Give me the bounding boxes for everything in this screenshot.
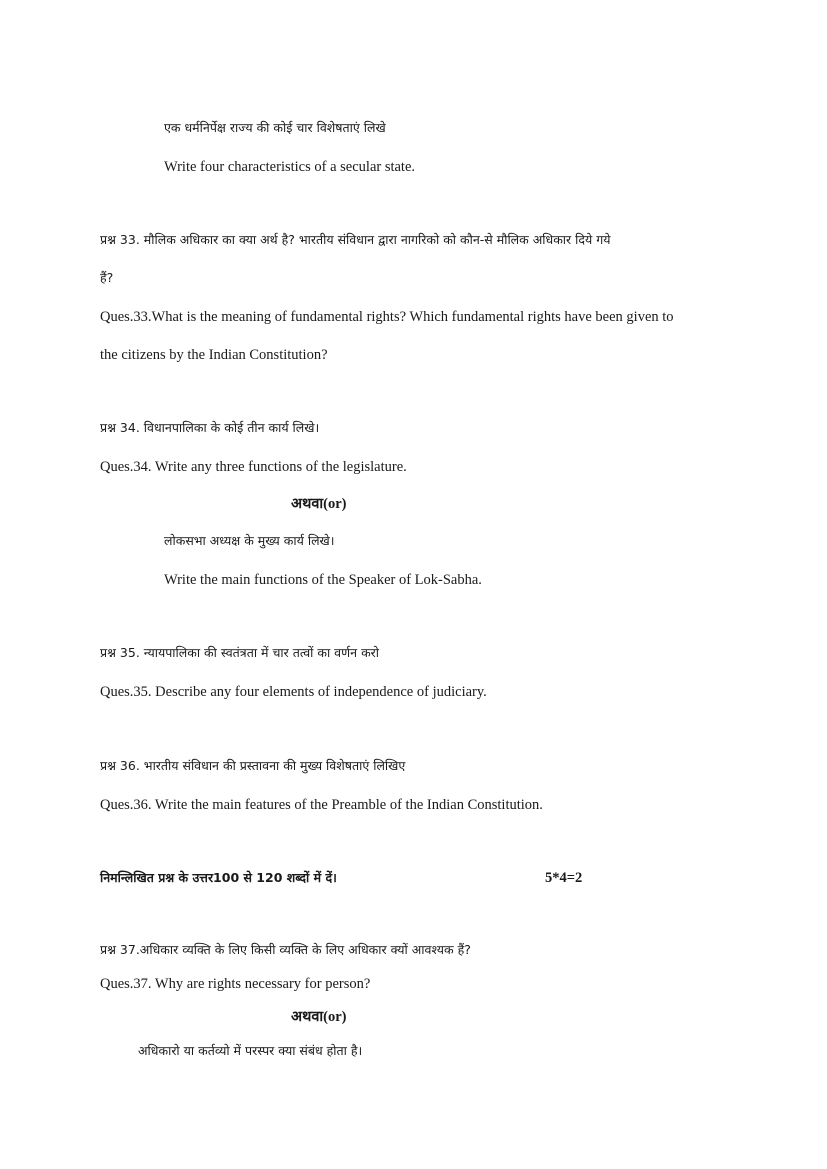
q34-or-hindi: लोकसभा अध्यक्ष के मुख्य कार्य लिखे। <box>164 533 335 548</box>
q33-english-line1: Ques.33.What is the meaning of fundamental rights? Which fundamental rights have been given to <box>100 309 674 325</box>
section-instruction: निमन्लिखित प्रश्न के उत्तर100 से 120 शब्दों में दें। <box>100 870 337 885</box>
q32-or-english: Write four characteristics of a secular state. <box>164 159 416 175</box>
q37-or-hindi: अधिकारो या कर्तव्यो में परस्पर क्या संबंध होता है। <box>138 1043 363 1058</box>
q37-or-label: अथवा(or) <box>291 1009 347 1025</box>
q34-hindi: प्रश्न 34. विधानपालिका के कोई तीन कार्य लिखे। <box>100 420 320 435</box>
q36-hindi: प्रश्न 36. भारतीय संविधान की प्रस्तावना की मुख्य विशेषताएं लिखिए <box>100 758 406 773</box>
q33-hindi-line2: हैं? <box>100 270 114 285</box>
q35-english: Ques.35. Describe any four elements of independence of judiciary. <box>100 684 487 700</box>
q33-english-line2: the citizens by the Indian Constitution? <box>100 347 328 363</box>
q34-english: Ques.34. Write any three functions of the legislature. <box>100 459 407 475</box>
q37-hindi: प्रश्न 37.अधिकार व्यक्ति के लिए किसी व्यक्ति के लिए अधिकार क्यों आवश्यक हैं? <box>100 942 471 957</box>
q37-english: Ques.37. Why are rights necessary for person? <box>100 976 371 992</box>
q32-or-hindi: एक धर्मनिर्पेक्ष राज्य की कोई चार विशेषताएं लिखे <box>164 120 386 135</box>
q35-hindi: प्रश्न 35. न्यायपालिका की स्वतंत्रता में चार तत्वों का वर्णन करो <box>100 645 380 660</box>
q36-english: Ques.36. Write the main features of the Preamble of the Indian Constitution. <box>100 797 543 813</box>
q34-or-label: अथवा(or) <box>291 496 347 512</box>
q33-hindi-line1: प्रश्न 33. मौलिक अधिकार का क्या अर्थ है? भारतीय संविधान द्वारा नागरिको को कौन-से मौलिक अधिकार दिये गये <box>100 232 611 247</box>
q34-or-english: Write the main functions of the Speaker of Lok-Sabha. <box>164 572 482 588</box>
section-marks: 5*4=2 <box>545 870 583 886</box>
